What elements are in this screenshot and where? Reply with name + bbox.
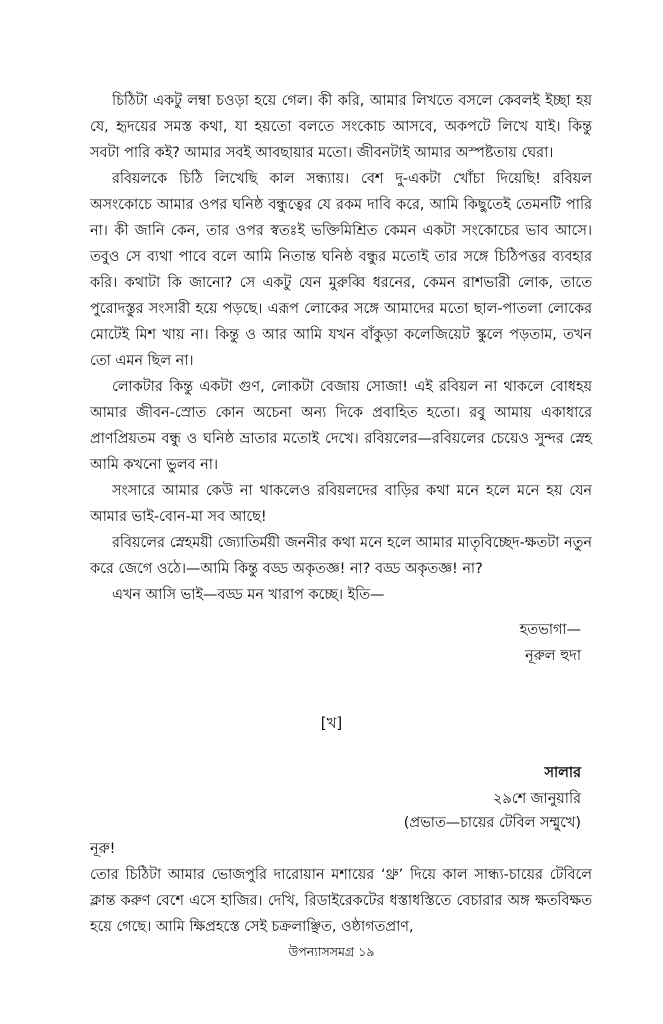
letter-signoff: হতভাগা—: [519, 622, 581, 638]
paragraph: তোর চিঠিটা আমার ভোজপুরি দারোয়ান মশায়ের ‘থ্রু’ দিয়ে কাল সান্ধ্য-চায়ের টেবিলে ক্লান্ত করুণ বেশে এসে হাজির। দেখি, রিডাইরেকটের ধস্তাধস্তিতে বেচারার অঙ্গ ক্ষতবিক্ষত হয়ে গেছে। আমি ক্ষিপ্রহস্তে সেই চক্রলাঞ্ছিত, ওষ্ঠাগতপ্রাণ,: [90, 867, 592, 935]
paragraph: চিঠিটা একটু লম্বা চওড়া হয়ে গেল। কী করি, আমার লিখতে বসলে কেবলই ইচ্ছা হয় যে, হৃদয়ের সমস্ত কথা, যা হয়তো বলতে সংকোচ আসবে, অকপটে লিখে যাই। কিন্তু সবটা পারি কই? আমার সবই আবছায়ার মতো। জীবনটাই আমার অস্পষ্টতায় ঘেরা।: [90, 93, 592, 161]
paragraph: রবিয়লের স্নেহময়ী জ্যোতির্ময়ী জননীর কথা মনে হলে আমার মাতৃবিচ্ছেদ-ক্ষতটা নতুন করে জেগে ওঠে।—আমি কিন্তু বড্ড অকৃতজ্ঞ! না? বড্ড অকৃতজ্ঞ! না?: [90, 535, 592, 577]
paragraph: লোকটার কিন্তু একটা গুণ, লোকটা বেজায় সোজা! এই রবিয়ল না থাকলে বোধহয় আমার জীবন-স্রোত কোন অচেনা অন্য দিকে প্রবাহিত হতো। রবু আমায় একাধারে প্রাণপ্রিয়তম বন্ধু ও ঘনিষ্ঠ ভ্রাতার মতোই দেখে। রবিয়লের—রবিয়লের চেয়েও সুন্দর স্নেহ আমি কখনো ভুলব না।: [90, 379, 592, 473]
letter-date: ২৯শে জানুয়ারি: [493, 791, 581, 807]
letter-sender: সালার: [544, 765, 581, 781]
paragraph: এখন আসি ভাই—বড্ড মন খারাপ কচ্ছে। ইতি—: [112, 587, 385, 603]
paragraph: সংসারে আমার কেউ না থাকলেও রবিয়লদের বাড়ির কথা মনে হলে মনে হয় যেন আমার ভাই-বোন-মা সব আছে!: [90, 483, 592, 525]
letter-two: [90, 836, 592, 940]
letter-one-body: [90, 88, 592, 608]
salutation: নূরু!: [90, 841, 116, 857]
section-marker: [খ]: [320, 714, 343, 732]
page-footer: উপন্যাসসমগ্র ১৯: [288, 944, 375, 959]
letter-context: (প্রভাত—চায়ের টেবিল সম্মুখে): [403, 815, 581, 831]
paragraph: রবিয়লকে চিঠি লিখেছি কাল সন্ধ্যায়। বেশ দু-একটা খোঁচা দিয়েছি! রবিয়ল অসংকোচে আমার ওপর ঘনিষ্ঠ বন্ধুত্বের যে রকম দাবি করে, আমি কিছুতেই তেমনটি পারি না। কী জানি কেন, তার ওপর স্বতঃই ভক্তিমিশ্রিত কেমন একটা সংকোচের ভাব আসে। তবুও সে ব্যথা পাবে বলে আমি নিতান্ত ঘনিষ্ঠ বন্ধুর মতোই তার সঙ্গে চিঠিপত্তর ব্যবহার করি। কথাটা কি জানো? সে একটু যেন মুরুব্বি ধরনের, কেমন রাশভারী লোক, তাতে পুরোদস্তুর সংসারী হয়ে পড়ছে। এরূপ লোকের সঙ্গে আমাদের মতো ছাল-পাতলা লোকের মোটেই মিশ খায় না। কিন্তু ও আর আমি যখন বাঁকুড়া কলেজিয়েট স্কুলে পড়তাম, তখন তো এমন ছিল না।: [90, 171, 592, 369]
letter-signature: নূরুল হুদা: [525, 648, 581, 664]
